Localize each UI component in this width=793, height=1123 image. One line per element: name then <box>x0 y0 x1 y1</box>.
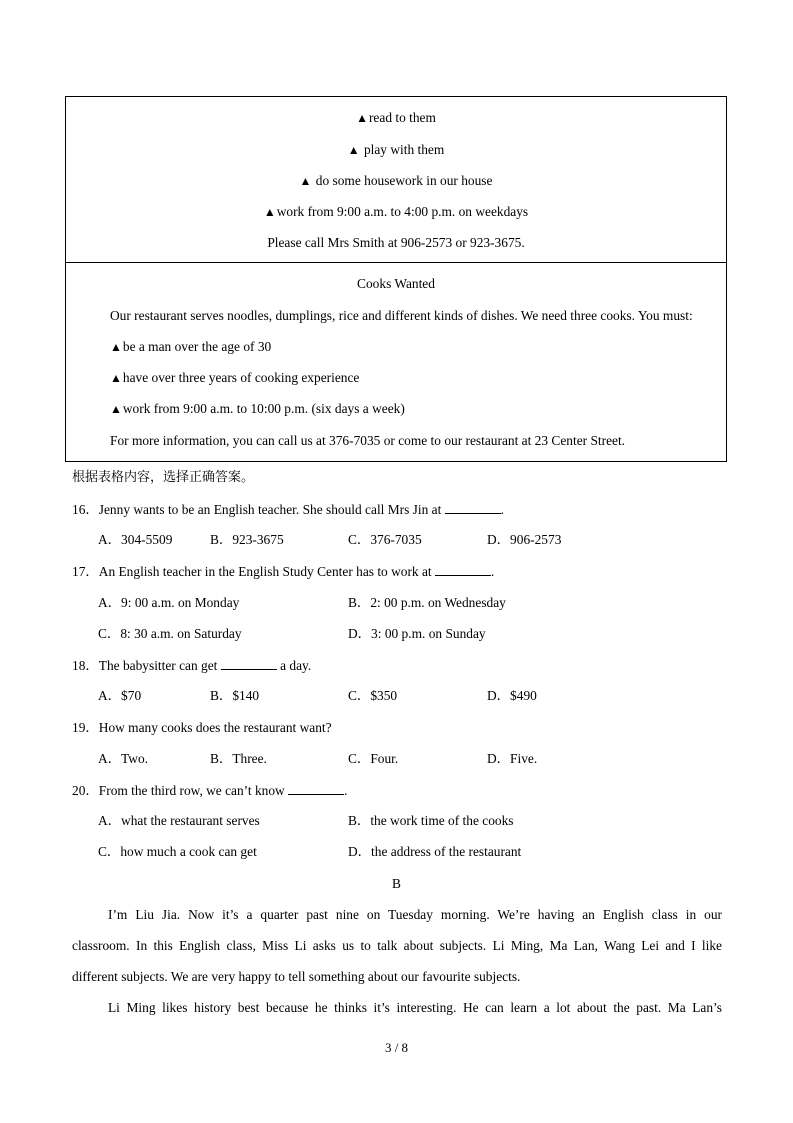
cooks-requirement-experience: ▲ have over three years of cooking experience <box>110 370 359 386</box>
option-17-a: A．9: 00 a.m. on Monday <box>98 595 240 610</box>
question-17 <box>72 563 494 580</box>
question-20-stem: 20．From the third row, we can’t know <box>72 783 285 798</box>
question-16 <box>72 501 504 518</box>
option-16-a: A．304-5509 <box>98 532 173 547</box>
question-20-stem-end: . <box>344 783 348 798</box>
option-16-b: B．923-3675 <box>210 532 284 547</box>
cooks-requirement-age: ▲ be a man over the age of 30 <box>110 339 271 355</box>
ad-table-row-cooks <box>65 263 727 462</box>
option-16-d: D．906-2573 <box>487 532 562 547</box>
option-20-a: A．what the restaurant serves <box>98 813 260 828</box>
ad-line-read: ▲ read to them <box>66 110 726 126</box>
option-20-b: B．the work time of the cooks <box>348 813 514 828</box>
cooks-title: Cooks Wanted <box>357 276 435 291</box>
option-19-a: A．Two. <box>98 751 149 766</box>
option-20-c: C．how much a cook can get <box>98 844 257 859</box>
page-number: 3 / 8 <box>384 1040 409 1055</box>
section-label: B <box>392 876 401 891</box>
passage-line-4: Li Ming likes history best because he thinks it’s interesting. He can learn a lot about the past. Ma Lan’s <box>108 1000 722 1015</box>
option-17-d: D．3: 00 p.m. on Sunday <box>348 626 486 641</box>
question-17-stem-end: . <box>490 564 495 579</box>
option-18-b: B．$140 <box>210 688 260 703</box>
question-19 <box>72 720 332 736</box>
option-18-a: A．$70 <box>98 688 142 703</box>
option-18-d: D．$490 <box>487 688 537 703</box>
option-18-c: C．$350 <box>348 688 398 703</box>
ad-line-play: ▲ play with them <box>66 142 726 158</box>
ad-line-contact: Please call Mrs Smith at 906-2573 or 923-3675. <box>267 235 525 250</box>
passage-line-2: classroom. In this English class, Miss Li asks us to talk about subjects. Li Ming, Ma Lan, Wang Lei and I like <box>72 938 722 953</box>
answer-blank <box>288 782 344 795</box>
cooks-requirement-hours: ▲ work from 9:00 a.m. to 10:00 p.m. (six days a week) <box>110 401 405 417</box>
question-17-stem: 17．An English teacher in the English Study Center has to work at <box>72 564 432 579</box>
option-17-c: C．8: 30 a.m. on Saturday <box>98 626 242 641</box>
question-19-stem: 19．How many cooks does the restaurant want? <box>72 720 332 735</box>
answer-blank <box>221 657 277 670</box>
option-20-d: D．the address of the restaurant <box>348 844 522 859</box>
question-16-stem-end: . <box>500 502 505 517</box>
cooks-intro: Our restaurant serves noodles, dumplings, rice and different kinds of dishes. We need three cooks. You must: <box>110 308 693 323</box>
question-18-stem-end: a day. <box>276 658 312 673</box>
cooks-contact: For more information, you can call us at 376-7035 or come to our restaurant at 23 Center Street. <box>110 433 626 448</box>
passage-line-1: I’m Liu Jia. Now it’s a quarter past nine on Tuesday morning. We’re having an English class in our <box>108 907 722 922</box>
passage-line-3: different subjects. We are very happy to tell something about our favourite subjects. <box>72 969 521 984</box>
ad-line-work-hours: ▲ work from 9:00 a.m. to 4:00 p.m. on weekdays <box>66 204 726 220</box>
question-18-stem: 18．The babysitter can get <box>72 658 218 673</box>
instruction-text: 根据表格内容，选择正确答案。 <box>72 470 255 485</box>
option-16-c: C．376-7035 <box>348 532 422 547</box>
option-19-c: C．Four. <box>348 751 399 766</box>
ad-line-housework: ▲ do some housework in our house <box>66 173 726 189</box>
ad-table-row-babysitter <box>65 96 727 263</box>
answer-blank <box>445 501 501 514</box>
answer-blank <box>435 563 491 576</box>
option-17-b: B．2: 00 p.m. on Wednesday <box>348 595 506 610</box>
question-18 <box>72 657 311 674</box>
question-16-stem: 16．Jenny wants to be an English teacher. She should call Mrs Jin at <box>72 502 442 517</box>
question-20 <box>72 782 347 799</box>
option-19-d: D．Five. <box>487 751 538 766</box>
option-19-b: B．Three. <box>210 751 267 766</box>
